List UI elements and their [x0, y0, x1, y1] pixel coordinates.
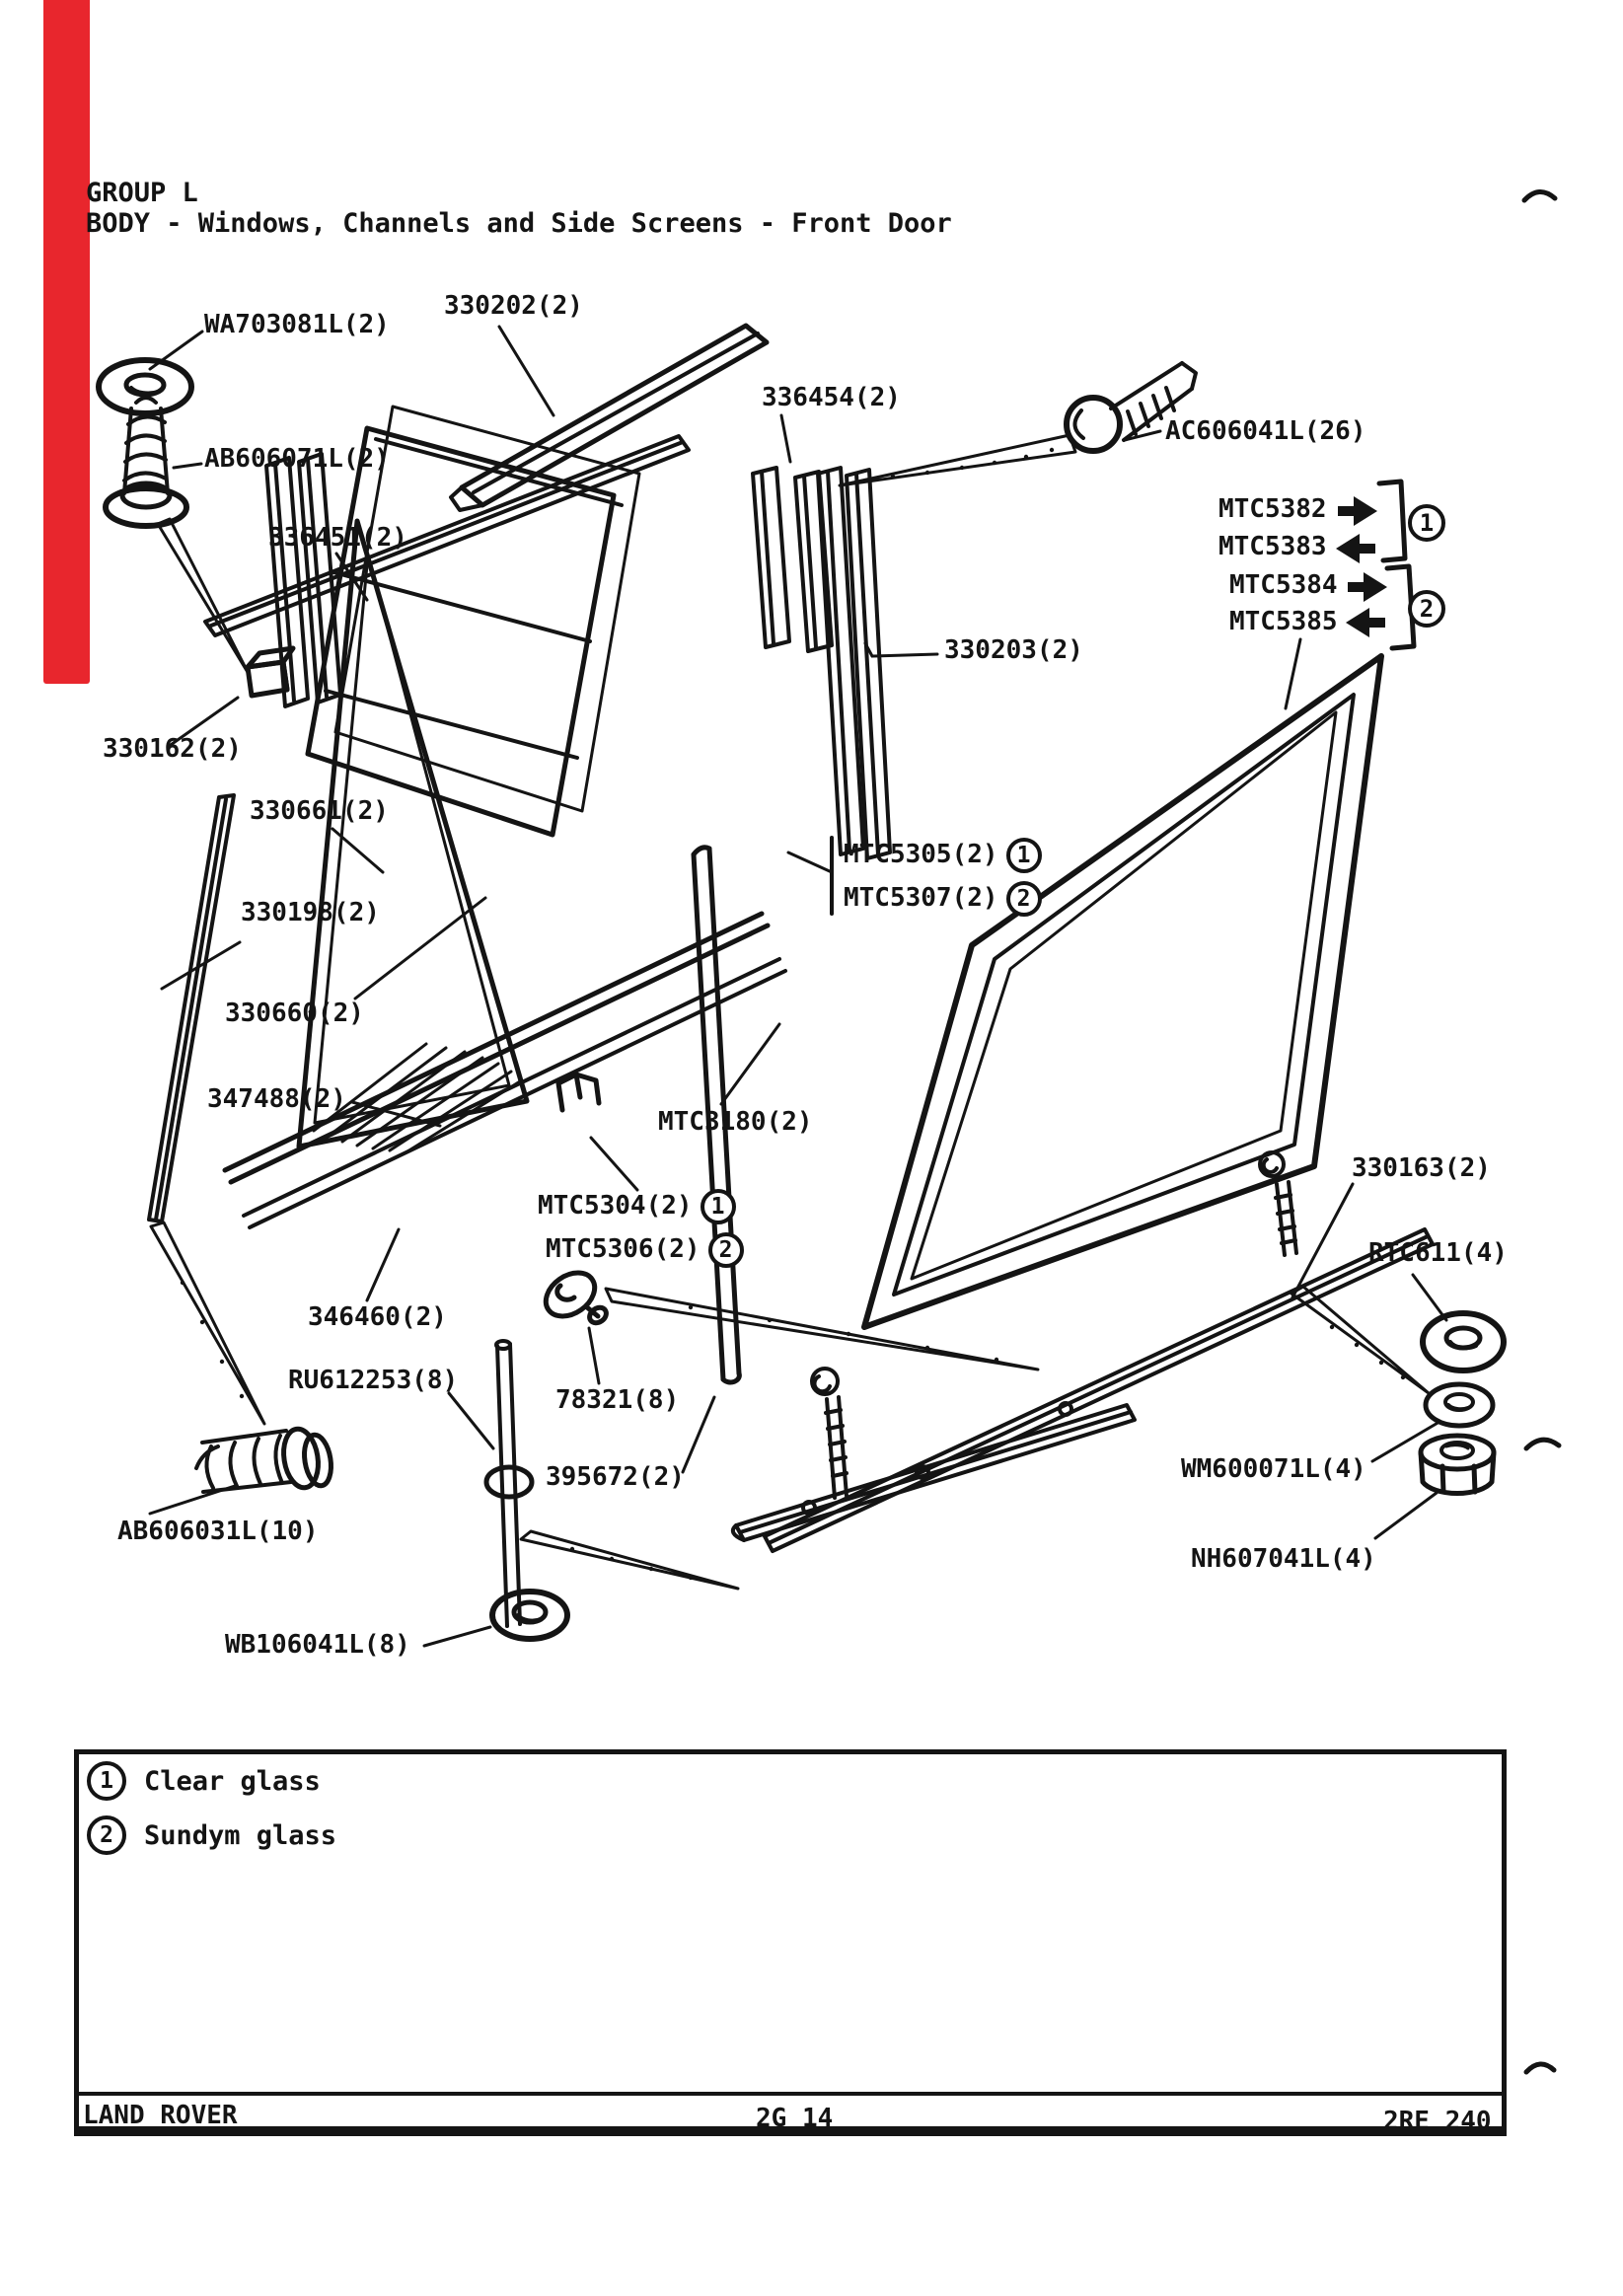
- footer-plate-code: 2RE 240: [1383, 2107, 1492, 2136]
- part-label-78321: [555, 1387, 679, 1414]
- part-number: MTC5307(2): [844, 883, 998, 914]
- legend-text: Sundym glass: [144, 1819, 337, 1851]
- variant-badge: 2: [1006, 881, 1042, 917]
- part-number: WB106041L(8): [225, 1630, 410, 1660]
- arrow-right-icon: [1348, 572, 1387, 602]
- part-number: MTC5304(2): [538, 1191, 693, 1222]
- variant-badge: 1: [1006, 838, 1042, 873]
- part-number: MTC5384: [1229, 570, 1338, 600]
- variant-arrows: [1336, 496, 1387, 637]
- page-title: BODY - Windows, Channels and Side Screens - Front Door: [86, 208, 952, 239]
- part-number: 78321(8): [555, 1385, 680, 1415]
- part-label-ru612253: [288, 1368, 458, 1394]
- part-number: RU612253(8): [288, 1366, 459, 1395]
- part-label-wb106041l: [225, 1632, 410, 1659]
- part-number: MTC5383: [1218, 532, 1327, 561]
- part-label-mtc5305: [844, 838, 1042, 873]
- part-label-346460: [308, 1304, 447, 1331]
- legend-badge: 1: [87, 1761, 126, 1801]
- part-label-330202: [444, 293, 583, 320]
- part-number: MTC5305(2): [844, 840, 998, 870]
- screw-glyph-ab606031l: [196, 1427, 334, 1492]
- part-number: NH607041L(4): [1191, 1544, 1376, 1574]
- part-label-mtc5384: [1229, 572, 1338, 599]
- screw-glyph-ac606041l: [840, 363, 1196, 485]
- part-number: WA703081L(2): [204, 310, 390, 339]
- part-label-mtc3180: [658, 1109, 813, 1136]
- part-label-336451: [268, 525, 407, 552]
- arrow-left-icon: [1336, 534, 1375, 563]
- legend-box: [74, 1749, 1507, 2136]
- part-number: 395672(2): [546, 1462, 685, 1492]
- part-number: 330162(2): [103, 734, 242, 764]
- part-label-ac606041l: [1165, 418, 1366, 445]
- glass-run-channels-330203: [818, 468, 890, 858]
- part-number: 347488(2): [207, 1084, 346, 1114]
- part-number: MTC5382: [1218, 494, 1327, 524]
- part-label-336454: [762, 385, 901, 411]
- washer-rtc611: [1423, 1313, 1504, 1370]
- part-number: AC606041L(26): [1165, 416, 1366, 446]
- part-number: RTC611(4): [1368, 1238, 1508, 1268]
- part-number: MTC3180(2): [658, 1107, 813, 1137]
- part-label-nh607041l: [1191, 1546, 1376, 1573]
- part-number: 346460(2): [308, 1302, 447, 1332]
- part-number: 330198(2): [241, 898, 380, 927]
- legend-row-sundym-glass: [87, 1815, 336, 1855]
- footer-page-code: 2G 14: [756, 2104, 834, 2133]
- part-label-mtc5385: [1229, 609, 1338, 635]
- variant-badge: 1: [701, 1189, 736, 1224]
- washer-glyph-wa703081l: [99, 360, 191, 413]
- part-label-rtc611: [1368, 1240, 1508, 1267]
- part-label-330660: [225, 1000, 364, 1027]
- part-label-mtc5306: [546, 1232, 744, 1268]
- legend-text: Clear glass: [144, 1765, 321, 1797]
- frame-studs-and-screws: [812, 1152, 1429, 1498]
- part-label-330163: [1352, 1155, 1491, 1182]
- footer-brand: LAND ROVER: [83, 2101, 238, 2130]
- part-number: 330660(2): [225, 999, 364, 1028]
- part-label-mtc5383: [1218, 534, 1327, 560]
- arrow-right-icon: [1338, 496, 1377, 526]
- clip-mtc3180: [558, 1074, 599, 1110]
- nut-nh607041l: [1421, 1436, 1494, 1493]
- part-label-mtc5307: [844, 881, 1042, 917]
- part-label-330203: [944, 637, 1083, 664]
- part-number: AB606071L(2): [204, 444, 390, 474]
- part-label-mtc5382: [1218, 496, 1327, 523]
- part-number: 330661(2): [250, 796, 389, 826]
- part-label-mtc5304: [538, 1189, 736, 1224]
- part-label-ab606071l: [204, 446, 390, 473]
- part-label-wa703081l: [204, 312, 390, 338]
- part-label-330162: [103, 736, 242, 763]
- part-number: 330203(2): [944, 635, 1083, 665]
- part-label-330661: [250, 798, 389, 825]
- screen-frame: [864, 656, 1381, 1327]
- part-label-wm600071l: [1181, 1456, 1366, 1483]
- group-title: GROUP L: [86, 178, 198, 208]
- variant-group2-badge: 2: [1408, 590, 1445, 628]
- footer-divider: [77, 2092, 1504, 2096]
- part-number: 330163(2): [1352, 1153, 1491, 1183]
- legend-badge: 2: [87, 1815, 126, 1855]
- plug-cube-330162: [248, 648, 293, 696]
- pointer-taper: [158, 519, 249, 674]
- part-label-347488: [207, 1086, 346, 1113]
- part-number: 336454(2): [762, 383, 901, 412]
- arrow-left-icon: [1346, 608, 1385, 637]
- part-label-ab606031l: [117, 1518, 319, 1545]
- washer-wb106041l: [492, 1592, 567, 1639]
- variant-group1-badge: 1: [1408, 504, 1445, 542]
- legend-row-clear-glass: [87, 1761, 321, 1801]
- part-number: 336451(2): [268, 523, 407, 553]
- bottom-sill-rail: [733, 1405, 1135, 1540]
- part-number: AB606031L(10): [117, 1517, 319, 1546]
- page-curl-marks: [1524, 191, 1559, 2072]
- spring-washer-wm600071l: [1426, 1384, 1493, 1426]
- variant-badge: 2: [708, 1232, 744, 1268]
- rivet-78321: [538, 1264, 1038, 1370]
- screw-glyph-ab606071l: [106, 398, 186, 526]
- part-number: 330202(2): [444, 291, 583, 321]
- part-number: MTC5306(2): [546, 1234, 701, 1265]
- part-label-330198: [241, 900, 380, 926]
- part-label-395672: [546, 1464, 685, 1491]
- part-number: MTC5385: [1229, 607, 1338, 636]
- part-number: WM600071L(4): [1181, 1454, 1366, 1484]
